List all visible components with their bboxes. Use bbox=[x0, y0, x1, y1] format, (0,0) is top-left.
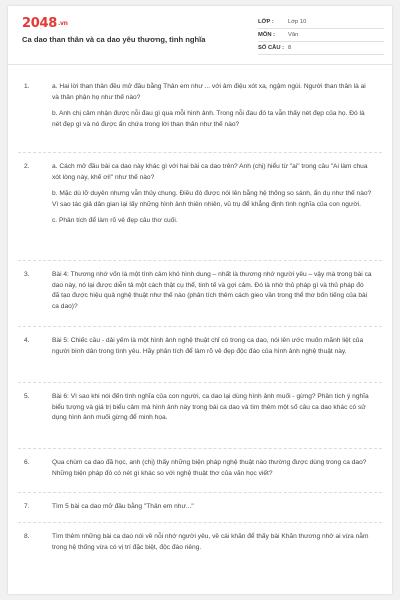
question-body bbox=[52, 162, 372, 233]
question-part: b. Mặc dù lỡ duyên nhưng vẫn thủy chung. Điều đó được nói lên bằng hệ thống so sánh, ẩn dụ như thế nào? Vì sao tác giả dân gian lại lấy những hình ảnh thiên nhiên, vũ trụ để khẳng định tình nghĩa của con người. bbox=[52, 190, 372, 208]
question-body bbox=[52, 392, 372, 430]
question-number: 1. bbox=[24, 83, 30, 90]
question-number: 8. bbox=[24, 533, 30, 540]
meta-value: Văn bbox=[288, 32, 299, 38]
question-divider bbox=[18, 522, 382, 523]
logo-text: 2048 bbox=[22, 16, 57, 31]
question-part: a. Cách mở đầu bài ca dao này khác gì với hai bài ca dao trên? Anh (chị) hiểu từ "ai" trong câu "Ai làm chua xót lòng này, khế ơi!" như thế nào? bbox=[52, 163, 368, 181]
question-part: Tìm 5 bài ca dao mở đầu bằng "Thân em như..." bbox=[52, 503, 194, 510]
question-part: b. Anh chị cảm nhận được nỗi đau gì qua mỗi hình ảnh. Trong nỗi đau đó ta vẫn thấy nét đẹp của họ. Đó là nét đẹp gì và nó được ẩn chứa trong lời than thân như thế nào? bbox=[52, 110, 365, 128]
question-body bbox=[52, 336, 372, 363]
question-part: Bài 5: Chiếc cầu - dải yếm là một hình ảnh nghệ thuật chỉ có trong ca dao, nói lên ước muốn mãnh liệt của người bình dân trong tình yêu. Hãy phân tích để làm rõ vẻ đẹp độc đáo của hình ảnh nghệ thuật này. bbox=[52, 337, 364, 355]
logo-suffix: .vn bbox=[57, 20, 68, 27]
question-part: Bài 4: Thương nhớ vốn là một tình cảm khó hình dung – nhất là thương nhớ người yêu – vậy mà trong bài ca dao này, nó lại được diễn tả một cách thật cụ thể, tinh tế và gợi cảm. Đó là nhờ thủ pháp gì và thủ pháp đó đã tạo được hiệu quả nghệ thuật như thế nào (phân tích thêm cách gieo vần trong thể thơ bốn tiếng của bài ca dao)? bbox=[52, 271, 372, 310]
question-number: 3. bbox=[24, 271, 30, 278]
meta-row-subject bbox=[258, 29, 384, 42]
question-body bbox=[52, 532, 372, 559]
page-title: Ca dao than thân và ca dao yêu thương, tình nghĩa bbox=[22, 35, 206, 44]
question-divider bbox=[18, 492, 382, 493]
question-number: 5. bbox=[24, 393, 30, 400]
question-number: 7. bbox=[24, 503, 30, 510]
meta-value: Lớp 10 bbox=[288, 19, 307, 25]
question-body bbox=[52, 458, 372, 485]
question-part: Qua chùm ca dao đã học, anh (chị) thấy những biện pháp nghệ thuật nào thường được dùng trong ca dao? Những biện pháp đó có nét gì khác so với nghệ thuật thơ của văn học viết? bbox=[52, 459, 367, 477]
question-body bbox=[52, 270, 372, 318]
question-divider bbox=[18, 152, 382, 153]
question-divider bbox=[18, 326, 382, 327]
question-part: Bài 6: Vì sao khi nói đến tình nghĩa của con người, ca dao lại dùng hình ảnh muối - gừng? Phân tích ý nghĩa biểu tượng và giá trị biểu cảm mà hình ảnh này trong bài ca dao và tìm thêm một số câu ca dao khác có sử dụng hình ảnh muối gừng để minh họa. bbox=[52, 393, 369, 422]
worksheet-header bbox=[8, 6, 392, 65]
question-part: c. Phân tích để làm rõ vẻ đẹp câu thơ cuối. bbox=[52, 217, 178, 225]
question-number: 6. bbox=[24, 459, 30, 466]
question-number: 2. bbox=[24, 163, 30, 170]
question-number: 4. bbox=[24, 337, 30, 344]
meta-label: MÔN : bbox=[258, 32, 276, 38]
meta-label: SỐ CÂU : bbox=[258, 45, 285, 51]
question-divider bbox=[18, 260, 382, 261]
question-divider bbox=[18, 382, 382, 383]
meta-row-count bbox=[258, 42, 384, 55]
question-part: Tìm thêm những bài ca dao nói về nỗi nhớ người yêu, về cái khăn để thấy bài Khăn thương nhớ ai vừa nằm trong hệ thống vừa có vị trí đặc biệt, độc đáo riêng. bbox=[52, 533, 369, 551]
meta-row-class bbox=[258, 16, 384, 29]
question-body bbox=[52, 82, 372, 136]
worksheet-page bbox=[8, 6, 392, 594]
site-logo[interactable] bbox=[22, 16, 68, 31]
meta-label: LỚP : bbox=[258, 19, 274, 25]
question-divider bbox=[18, 448, 382, 449]
question-body bbox=[52, 502, 372, 519]
meta-table bbox=[258, 16, 384, 55]
question-part: a. Hai lời than thân đều mở đầu bằng Thân em như ... với âm điệu xót xa, ngậm ngùi. Người than thân là ai và thân phận họ như thế nào? bbox=[52, 83, 366, 101]
meta-value: 8 bbox=[288, 45, 292, 51]
